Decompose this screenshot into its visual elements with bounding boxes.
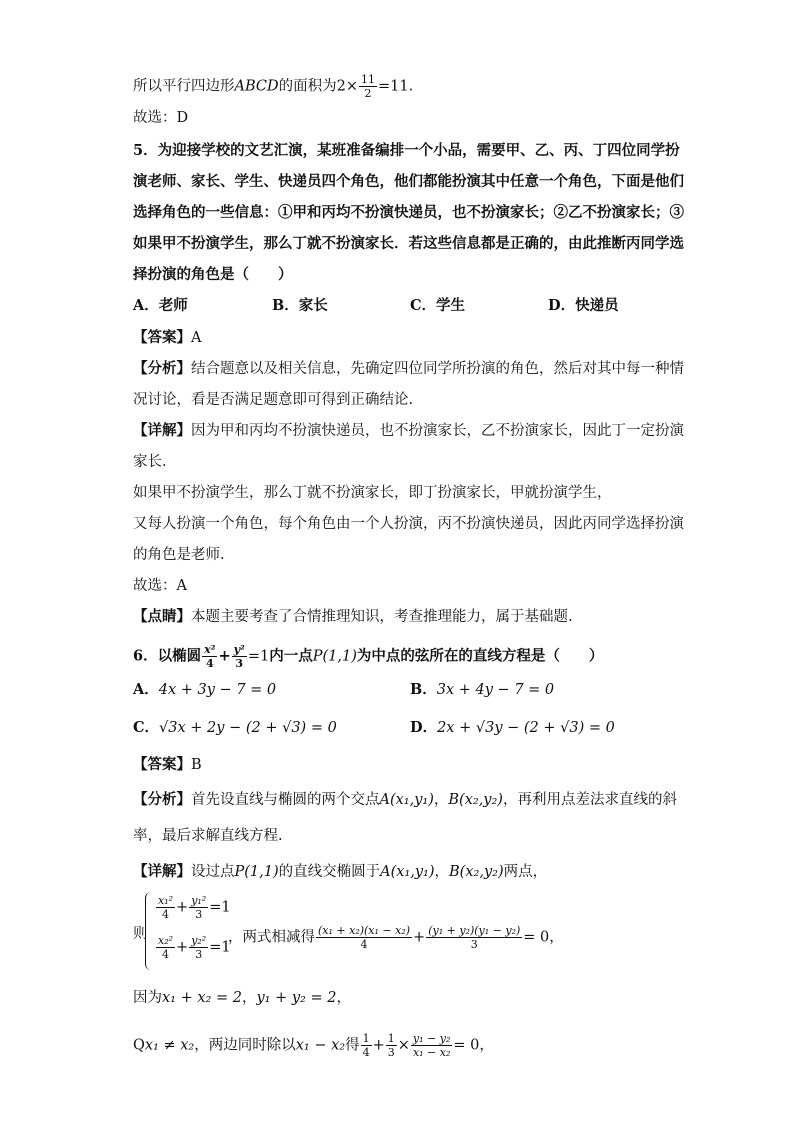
q6-option-d: D．2x + √3y − (2 + √3) = 0 [410, 719, 615, 736]
q6-stem: 6．以椭圆 $\frac{\text{x²}}{4}$ + $\frac{\text{y²}}{3}$ =1内一点P(1,1)为中点的弦所在的直线方程是（ ） [133, 643, 604, 670]
q5-detail-line-3: 如果甲不扮演学生，那么丁就不扮演家长，即丁扮演家长，甲就扮演学生， [133, 485, 612, 501]
q6-answer: 【答案】B [133, 756, 202, 773]
fraction-y2-3: $\frac{\text{y²}}{3}$ [233, 643, 245, 670]
q5-stem-line-4: 如果甲不扮演学生，那么丁就不扮演家长．若这些信息都是正确的，由此推断丙同学选 [133, 235, 684, 252]
system-row-1: $\frac{\text{x₁²}}{4}$ + $\frac{\text{y₁²}}{3}$ =1 [158, 894, 231, 921]
q5-stem-line-2: 演老师、家长、学生、快递员四个角色，他们都能扮演其中任意一个角色，下面是他们 [133, 173, 684, 190]
text: 所以平行四边形 [133, 78, 235, 95]
q5-option-d: D．快递员 [548, 297, 619, 314]
q5-analysis-line-2: 况讨论，看是否满足题意即可得到正确结论. [133, 392, 414, 408]
divide-line: Qx₁ ≠ x₂，两边同时除以x₁ − x₂得 $\frac{1}{4}$ + $\frac{1}{3}$ × $\frac{\text{y₁ − y₂}}{\text{x₁ − x₂}}$ = 0， [133, 1032, 494, 1059]
q5-detail-line-2: 家长. [133, 454, 167, 470]
text: . [408, 78, 414, 95]
q5-option-b: B．家长 [272, 297, 328, 314]
fraction-11-2: $\frac{11}{2}$ [361, 73, 375, 100]
q5-detail-line-5: 的角色是老师. [133, 547, 225, 563]
q5-analysis-line-1: 【分析】结合题意以及相关信息，先确定四位同学所扮演的角色，然后对其中每一种情 [133, 360, 684, 377]
q6-detail-line-1: 【详解】设过点P(1,1)的直线交椭圆于A(x₁,y₁)，B(x₂,y₂)两点， [133, 863, 548, 880]
then-label: 则 [133, 926, 148, 942]
math: 2× [336, 78, 358, 95]
since-line: 因为x₁ + x₂ = 2，y₁ + y₂ = 2， [133, 990, 351, 1006]
equation-system [145, 892, 231, 972]
q5-option-c: C．学生 [410, 297, 466, 314]
area-conclusion-line [133, 73, 668, 100]
q6-option-b: B．3x + 4y − 7 = 0 [410, 681, 555, 698]
q5-comment: 【点睛】本题主要考查了合情推理知识，考查推理能力，属于基础题. [133, 608, 573, 625]
q5-stem-line-3: 选择角色的一些信息：①甲和丙均不扮演快递员，也不扮演家长；②乙不扮演家长；③ [133, 204, 684, 221]
subtract-equation: ，两式相减得 $\frac{\text{(x₁ + x₂)(x₁ − x₂)}}{4}$ + $\frac{\text{(y₁ + y₂)(y₁ − y₂)}}{3}$ = 0， [228, 924, 564, 951]
answer-select-d: 故选：D [133, 110, 189, 126]
q6-analysis-line-1: 【分析】首先设直线与椭圆的两个交点A(x₁,y₁)，B(x₂,y₂)，再利用点差法求直线的斜 [133, 791, 677, 808]
q5-detail-line-4: 又每人扮演一个角色，每个角色由一个人扮演，丙不扮演快递员，因此丙同学选择扮演 [133, 516, 684, 532]
q6-option-a: A．4x + 3y − 7 = 0 [133, 681, 277, 698]
q5-option-a: A．老师 [133, 297, 188, 314]
q5-select: 故选：A [133, 578, 187, 594]
q5-detail-line-1: 【详解】因为甲和丙均不扮演快递员，也不扮演家长，乙不扮演家长，因此丁一定扮演 [133, 422, 684, 439]
system-row-2: $\frac{\text{x₂²}}{4}$ + $\frac{\text{y₂²}}{3}$ =1 [158, 934, 231, 961]
q5-stem-line-5: 择扮演的角色是（ ） [133, 266, 293, 283]
text: 的面积为 [278, 78, 337, 95]
math: =11 [378, 78, 409, 95]
fraction-x2-4: $\frac{\text{x²}}{4}$ [204, 643, 216, 670]
q5-stem-line-1: 5．为迎接学校的文艺汇演，某班准备编排一个小品，需要甲、乙、丙、丁四位同学扮 [133, 142, 680, 159]
q5-answer: 【答案】A [133, 329, 202, 346]
q6-option-c: C．√3x + 2y − (2 + √3) = 0 [133, 719, 337, 736]
q6-analysis-line-2: 率，最后求解直线方程. [133, 828, 283, 844]
math-abcd: ABCD [234, 78, 279, 95]
